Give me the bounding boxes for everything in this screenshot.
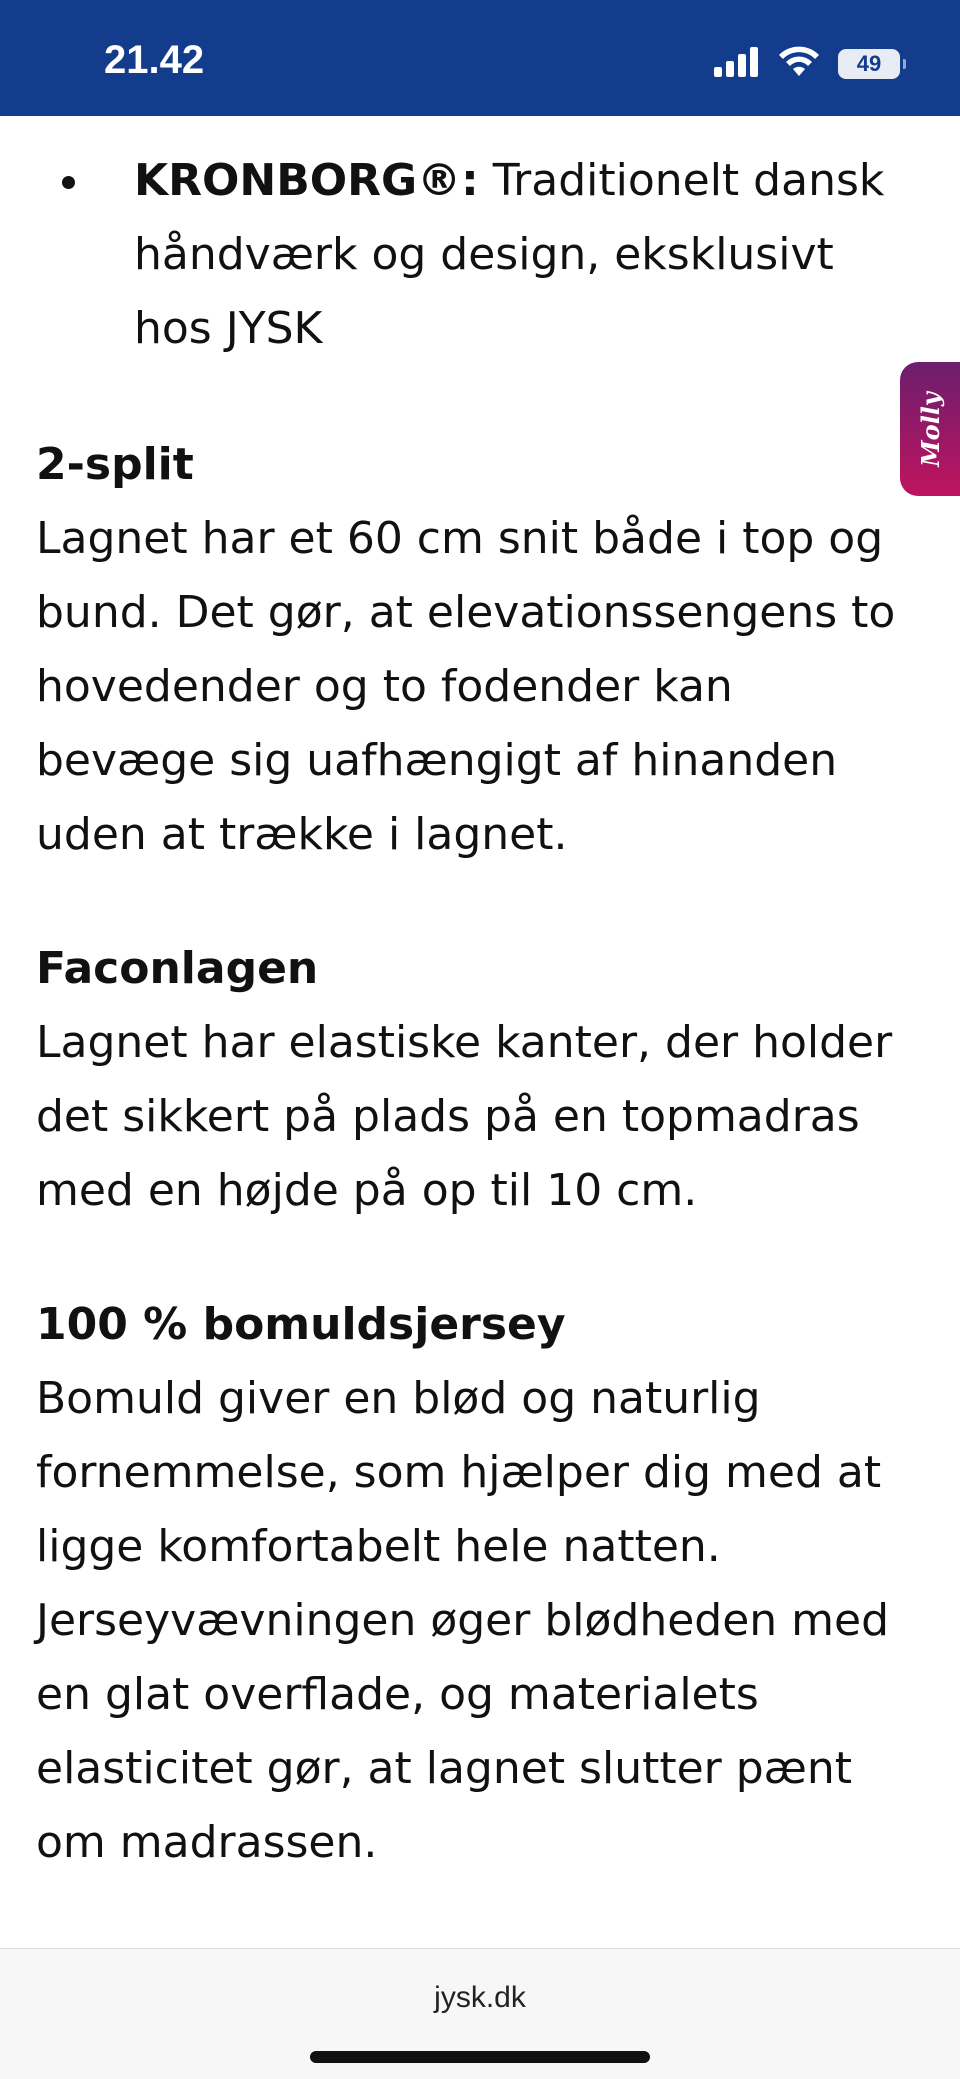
section-title: 2-split (36, 439, 194, 490)
status-time: 21.42 (104, 38, 205, 82)
status-icons (714, 46, 900, 82)
status-bar (0, 0, 960, 116)
chat-widget-label: Molly (915, 391, 945, 467)
bullet-icon (62, 176, 75, 189)
section-title: Faconlagen (36, 943, 319, 994)
home-indicator[interactable] (310, 2051, 650, 2063)
list-item (0, 144, 960, 366)
section-body: Lagnet har elastiske kanter, der holder det sikkert på plads på en topmadras med en højde på op til 10 cm. (36, 1017, 893, 1216)
feature-list (0, 144, 960, 366)
bullet-text: Traditionelt dansk håndværk og design, eksklusivt hos JYSK (134, 155, 885, 354)
section-faconlagen (36, 932, 926, 1228)
signal-icon (714, 47, 760, 81)
section-bomuldsjersey (36, 1288, 926, 1880)
wifi-icon (778, 46, 820, 82)
battery-icon: 49 (838, 49, 900, 79)
section-2-split (36, 428, 926, 872)
chat-widget-tab[interactable] (900, 362, 960, 496)
section-title: 100 % bomuldsjersey (36, 1299, 566, 1350)
url-label[interactable]: jysk.dk (434, 1981, 526, 2014)
section-body: Bomuld giver en blød og naturlig fornemmelse, som hjælper dig med at ligge komfortabelt hele natten. Jerseyvævningen øger blødheden med en glat overflade, og materialets elasticitet gør, at lagnet slutter pænt om madrassen. (36, 1373, 890, 1868)
browser-bottom-bar (0, 1948, 960, 2079)
section-body: Lagnet har et 60 cm snit både i top og bund. Det gør, at elevationssengens to hovedender og to fodender kan bevæge sig uafhængigt af hinanden uden at trække i lagnet. (36, 513, 896, 860)
bullet-label: KRONBORG®: (134, 155, 479, 206)
